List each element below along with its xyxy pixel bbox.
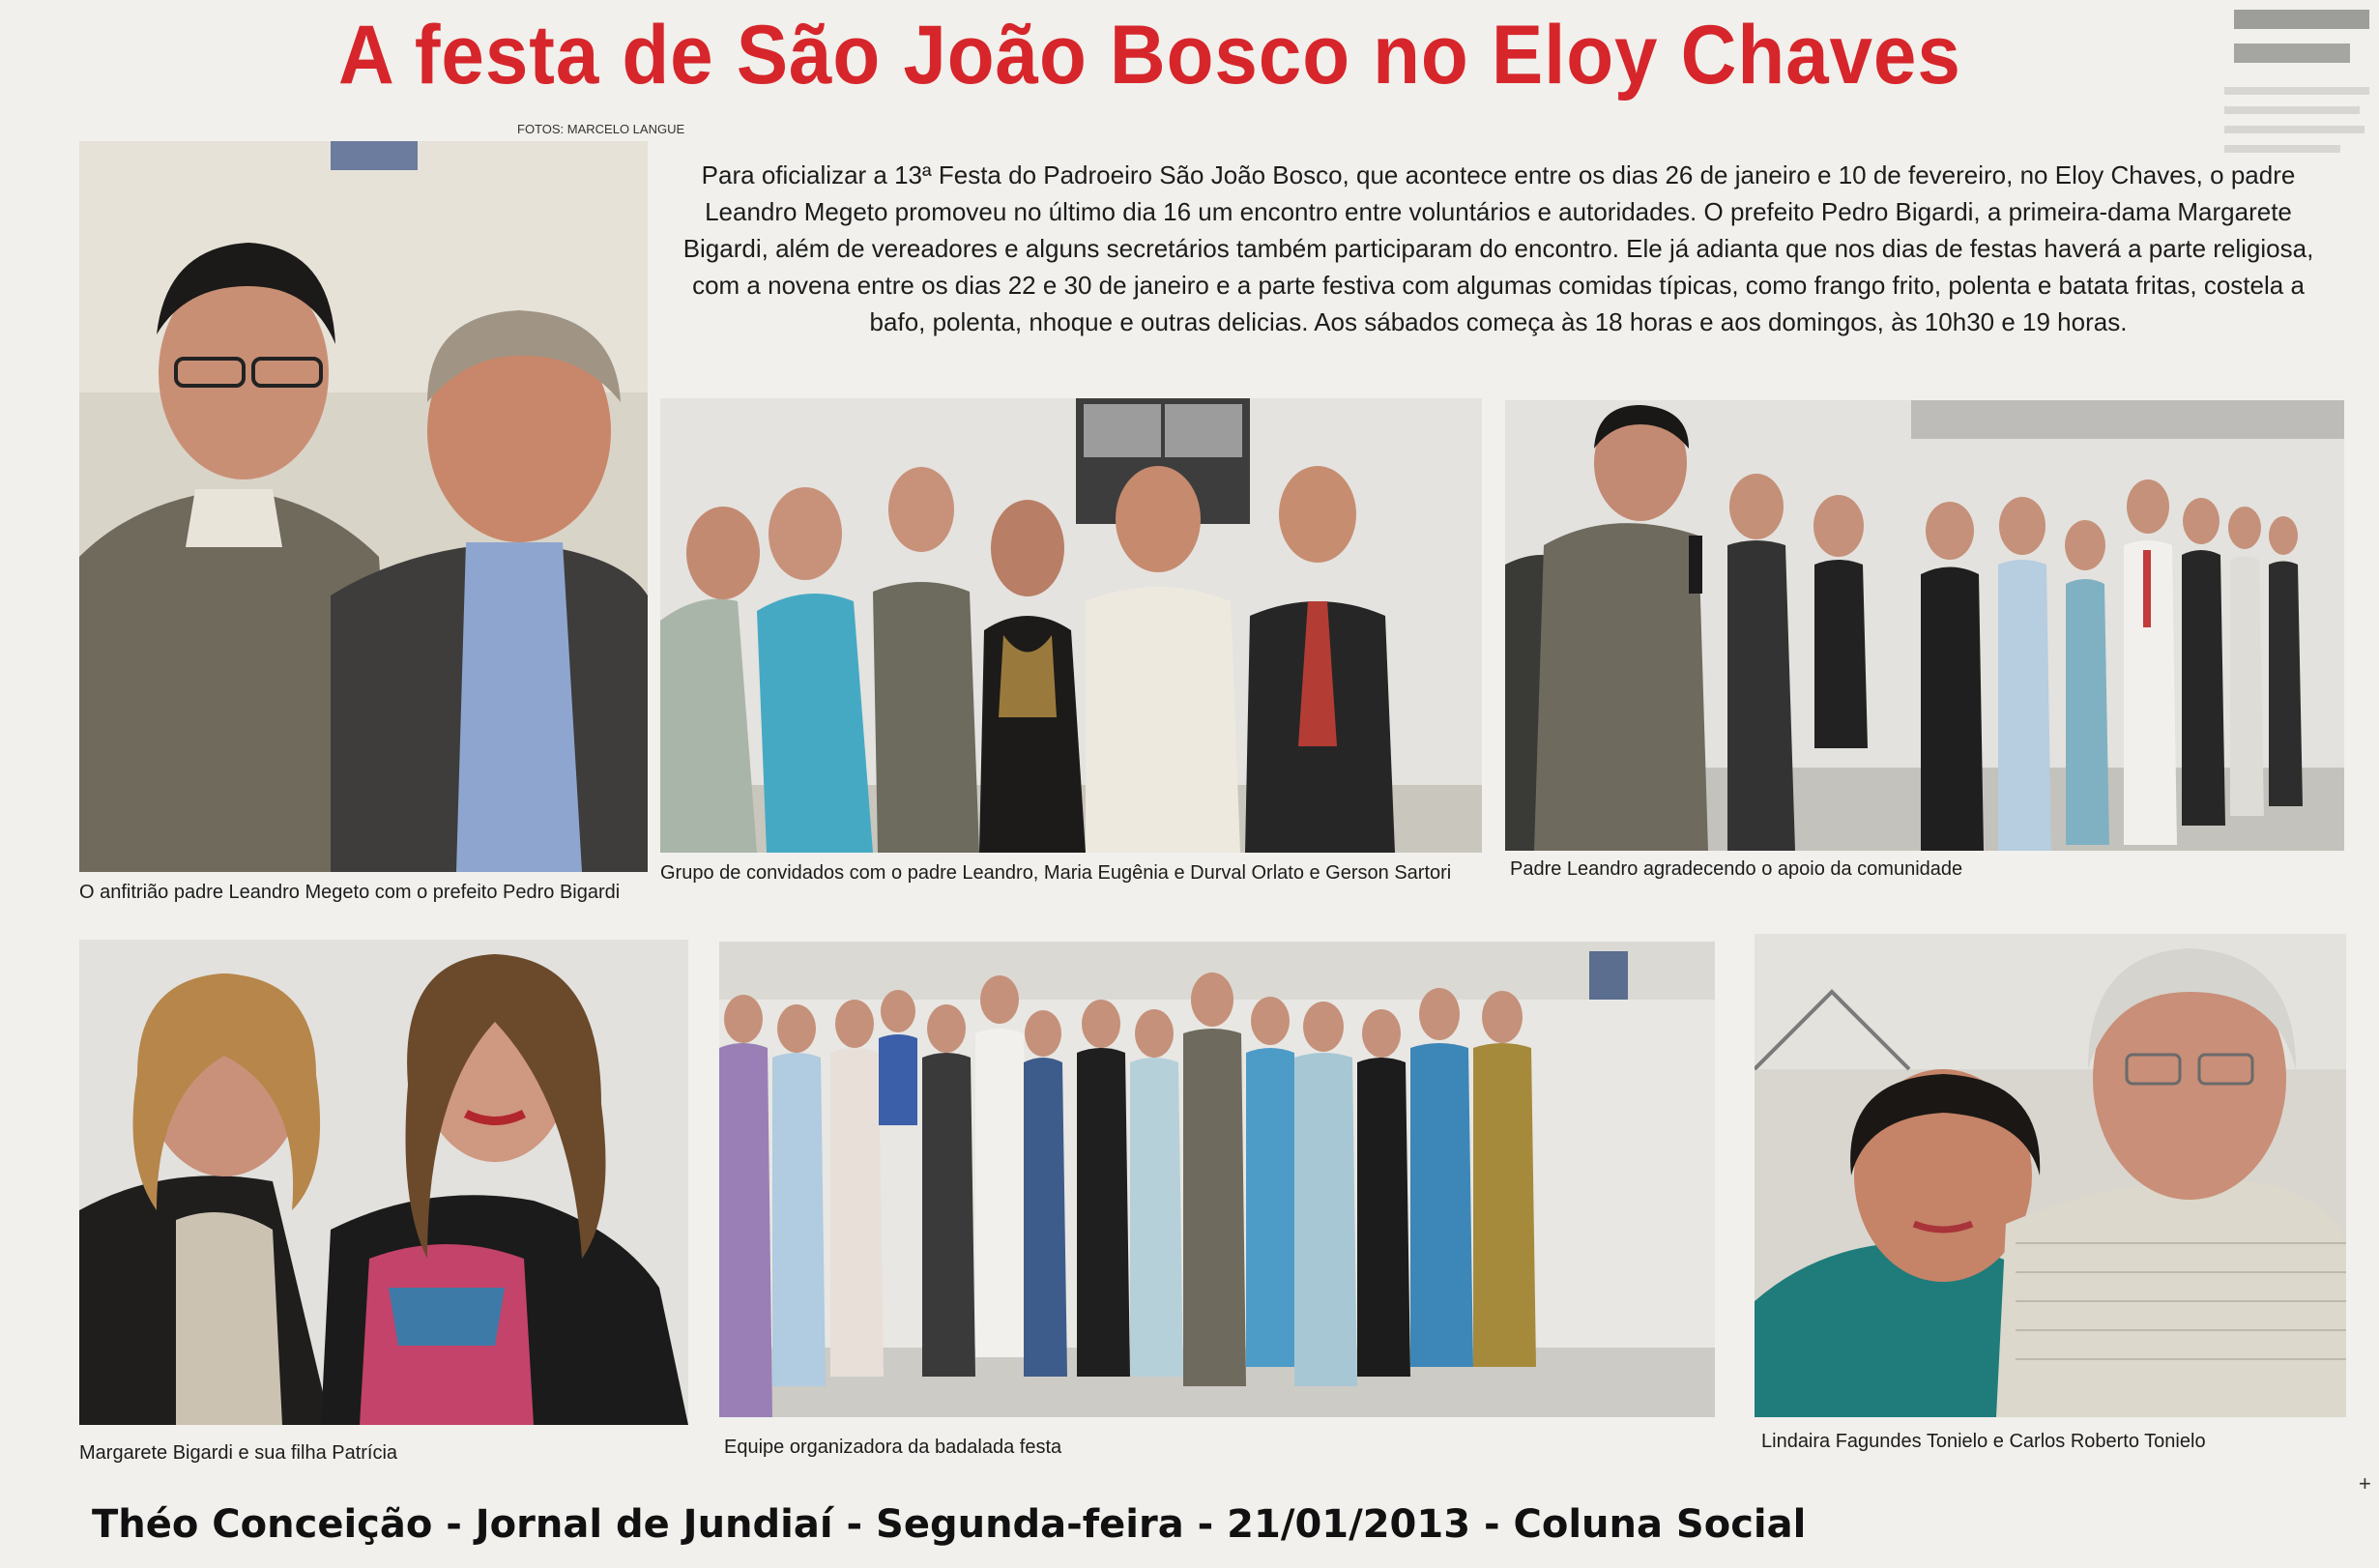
photo-guests-group bbox=[660, 398, 1482, 853]
photo-tonielo-couple bbox=[1755, 934, 2346, 1417]
intro-paragraph: Para oficializar a 13ª Festa do Padroeiro São João Bosco, que acontece entre os dias 26 de janeiro e 10 de fevereiro, no Eloy Chaves, o padre Leandro Megeto promoveu no último dia 16 um encontro entre voluntários e autoridades. O prefeito Pedro Bigardi, a primeira-dama Margarete Bigardi, além de vereadores e alguns secretários também participaram do encontro. Ele já adianta que nos dias de festas haverá a parte religiosa, com a novena entre os dias 22 e 30 de janeiro e a parte festiva com algumas comidas típicas, como frango frito, polenta e batata fritas, costela a bafo, polenta, nhoque e outras delicias. Aos sábados começa às 18 horas e aos domingos, às 10h30 e 19 horas. bbox=[682, 160, 2314, 336]
caption-photo6: Lindaira Fagundes Tonielo e Carlos Roberto Tonielo bbox=[1761, 1431, 2206, 1452]
caption-photo5: Equipe organizadora da badalada festa bbox=[724, 1437, 1062, 1458]
caption-photo3: Padre Leandro agradecendo o apoio da comunidade bbox=[1510, 858, 1963, 880]
caption-photo2: Grupo de convidados com o padre Leandro, Maria Eugênia e Durval Orlato e Gerson Sartori bbox=[660, 862, 1452, 884]
photo-organizing-team bbox=[719, 942, 1715, 1417]
caption-photo4: Margarete Bigardi e sua filha Patrícia bbox=[79, 1442, 398, 1464]
headline: A festa de São João Bosco no Eloy Chaves bbox=[338, 9, 1961, 102]
photo-padre-speaking bbox=[1505, 400, 2344, 851]
caption-photo1: O anfitrião padre Leandro Megeto com o prefeito Pedro Bigardi bbox=[79, 882, 621, 903]
crop-mark: + bbox=[2359, 1471, 2371, 1495]
photo-margarete-patricia bbox=[79, 940, 688, 1425]
footer-credit: Théo Conceição - Jornal de Jundiaí - Segunda-feira - 21/01/2013 - Coluna Social bbox=[92, 1502, 1807, 1547]
photo-credit: FOTOS: MARCELO LANGUE bbox=[517, 122, 685, 136]
photo-padre-and-mayor bbox=[79, 141, 648, 872]
